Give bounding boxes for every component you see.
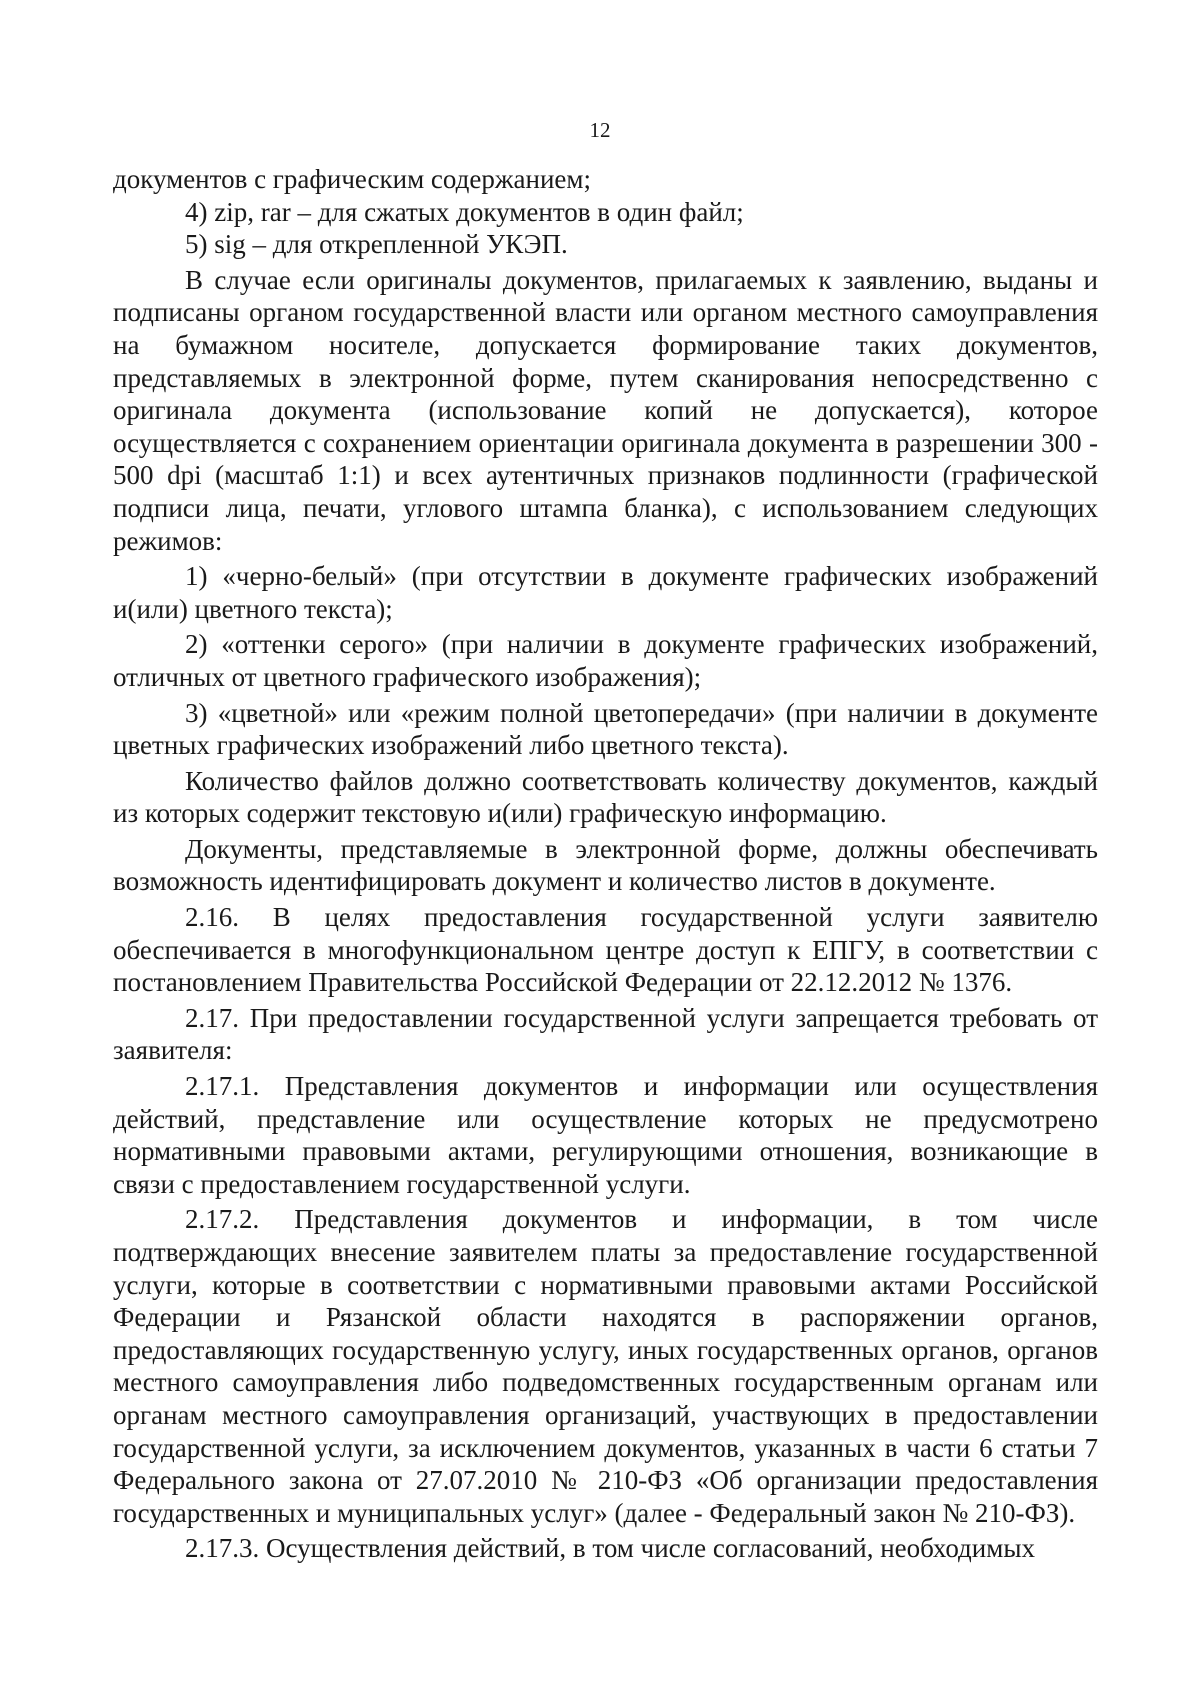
list-item-grayscale: 2) «оттенки серого» (при наличии в документе графических изображений, отличных от цветного графического изображения); <box>113 629 1098 692</box>
paragraph-2-17-3: 2.17.3. Осуществления действий, в том числе согласований, необходимых <box>185 1533 1035 1564</box>
paragraph-graphic-documents-end: документов с графическим содержанием; <box>113 164 591 194</box>
paragraph-2-16: 2.16. В целях предоставления государственной услуги заявителю обеспечивается в многофункциональном центре доступ к ЕПГУ, в соответствии с постановлением Правительства Российской Федерации от 22.12.2012 № 1376. <box>113 902 1098 998</box>
paragraph-identification: Документы, представляемые в электронной форме, должны обеспечивать возможность идентифицировать документ и количество листов в документе. <box>113 833 1098 897</box>
paragraph-file-count: Количество файлов должно соответствовать количеству документов, каждый из которых содержит текстовую и(или) графическую информацию. <box>113 765 1098 829</box>
page-number: 12 <box>589 118 611 142</box>
paragraph-scanning-rules: В случае если оригиналы документов, прилагаемых к заявлению, выданы и подписаны органом государственной власти или органом местного самоуправления на бумажном носителе, допускается формирование таких документов, представляемых в электронной форме, путем сканирования непосредственно с оригинала документа (использование копий не допускается), которое осуществляется с сохранением ориентации оригинала документа в разрешении 300 - 500 dpi (масштаб 1:1) и всех аутентичных признаков подлинности (графической подписи лица, печати, углового штампа бланка), с использованием следующих режимов: <box>113 264 1098 556</box>
paragraph-2-17: 2.17. При предоставлении государственной услуги запрещается требовать от заявителя: <box>113 1002 1098 1066</box>
list-item-sig: 5) sig – для открепленной УКЭП. <box>185 229 568 260</box>
paragraph-2-17-2: 2.17.2. Представления документов и информации, в том числе подтверждающих внесение заявителем платы за предоставление государственной услуги, которые в соответствии с нормативными правовыми актами Российской Федерации и Рязанской области находятся в распоряжении органов, предоставляющих государственную услугу, иных государственных органов, органов местного самоуправления либо подведомственных государственным органам или органам местного самоуправления организаций, участвующих в предоставлении государственной услуги, за исключением документов, указанных в части 6 статьи 7 Федерального закона от 27.07.2010 № 210-ФЗ «Об организации предоставления государственных и муниципальных услуг» (далее - Федеральный закон № 210-ФЗ). <box>113 1204 1098 1528</box>
paragraph-2-17-1: 2.17.1. Представления документов и информации или осуществления действий, представление или осуществление которых не предусмотрено нормативными правовыми актами, регулирующими отношения, возникающие в связи с предоставлением государственной услуги. <box>113 1071 1098 1199</box>
list-item-zip-rar: 4) zip, rar – для сжатых документов в один файл; <box>185 196 744 227</box>
list-item-color: 3) «цветной» или «режим полной цветопередачи» (при наличии в документе цветных графических изображений либо цветного текста). <box>113 697 1098 761</box>
document-body <box>113 163 1098 1565</box>
list-item-black-white: 1) «черно-белый» (при отсутствии в документе графических изображений и(или) цветного текста); <box>113 561 1098 624</box>
